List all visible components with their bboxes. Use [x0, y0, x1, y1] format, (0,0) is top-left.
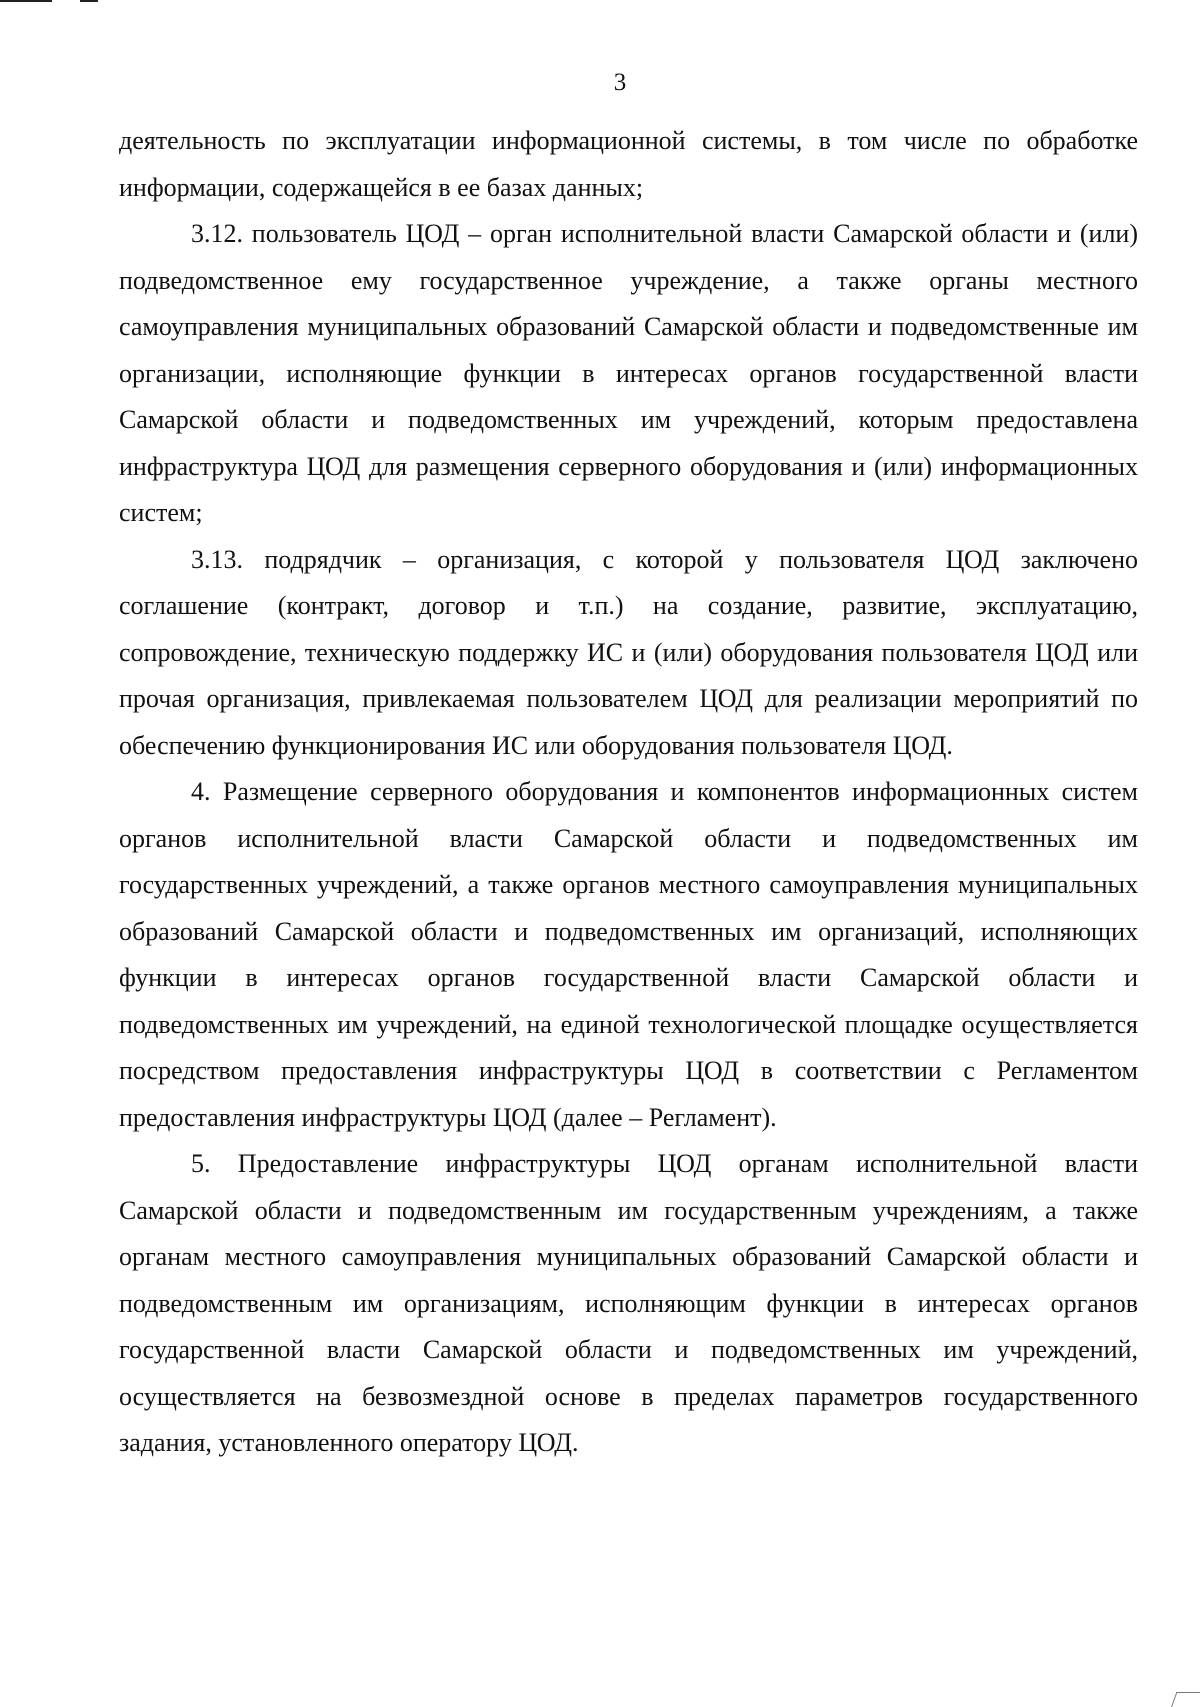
scan-edge-mark: [80, 0, 98, 2]
paragraph-3-12: 3.12. пользователь ЦОД – орган исполнительной власти Самарской области и (или) подведомственное ему государственное учреждение, а также органы местного самоуправления муниципальных образований Самарской области и подведомственные им организации, исполняющие функции в интересах органов государственной власти Самарской области и подведомственных им учреждений, которым предоставлена инфраструктура ЦОД для размещения серверного оборудования и (или) информационных систем;: [119, 219, 1138, 527]
document-body: [119, 118, 1138, 1467]
scan-edge-mark: [0, 0, 52, 2]
paragraph-3-13: 3.13. подрядчик – организация, с которой у пользователя ЦОД заключено соглашение (контракт, договор и т.п.) на создание, развитие, эксплуатацию, сопровождение, техническую поддержку ИС и (или) оборудования пользователя ЦОД или прочая организация, привлекаемая пользователем ЦОД для реализации мероприятий по обеспечению функционирования ИС или оборудования пользователя ЦОД.: [119, 544, 1138, 760]
paragraph-4: 4. Размещение серверного оборудования и компонентов информационных систем органов исполнительной власти Самарской области и подведомственных им государственных учреждений, а также органов местного самоуправления муниципальных образований Самарской области и подведомственных им организаций, исполняющих функции в интересах органов государственной власти Самарской области и подведомственных им учреждений, на единой технологической площадке осуществляется посредством предоставления инфраструктуры ЦОД в соответствии с Регламентом предоставления инфраструктуры ЦОД (далее – Регламент).: [119, 777, 1138, 1132]
page-number: 3: [613, 69, 627, 96]
paragraph-5: 5. Предоставление инфраструктуры ЦОД органам исполнительной власти Самарской области и подведомственным им государственным учреждениям, а также органам местного самоуправления муниципальных образований Самарской области и подведомственным им организациям, исполняющим функции в интересах органов государственной власти Самарской области и подведомственных им учреждений, осуществляется на безвозмездной основе в пределах параметров государственного задания, установленного оператору ЦОД.: [119, 1149, 1138, 1457]
scan-corner-mark: [1171, 1692, 1200, 1707]
paragraph-continuation: деятельность по эксплуатации информационной системы, в том числе по обработке информации, содержащейся в ее базах данных;: [119, 126, 1138, 202]
